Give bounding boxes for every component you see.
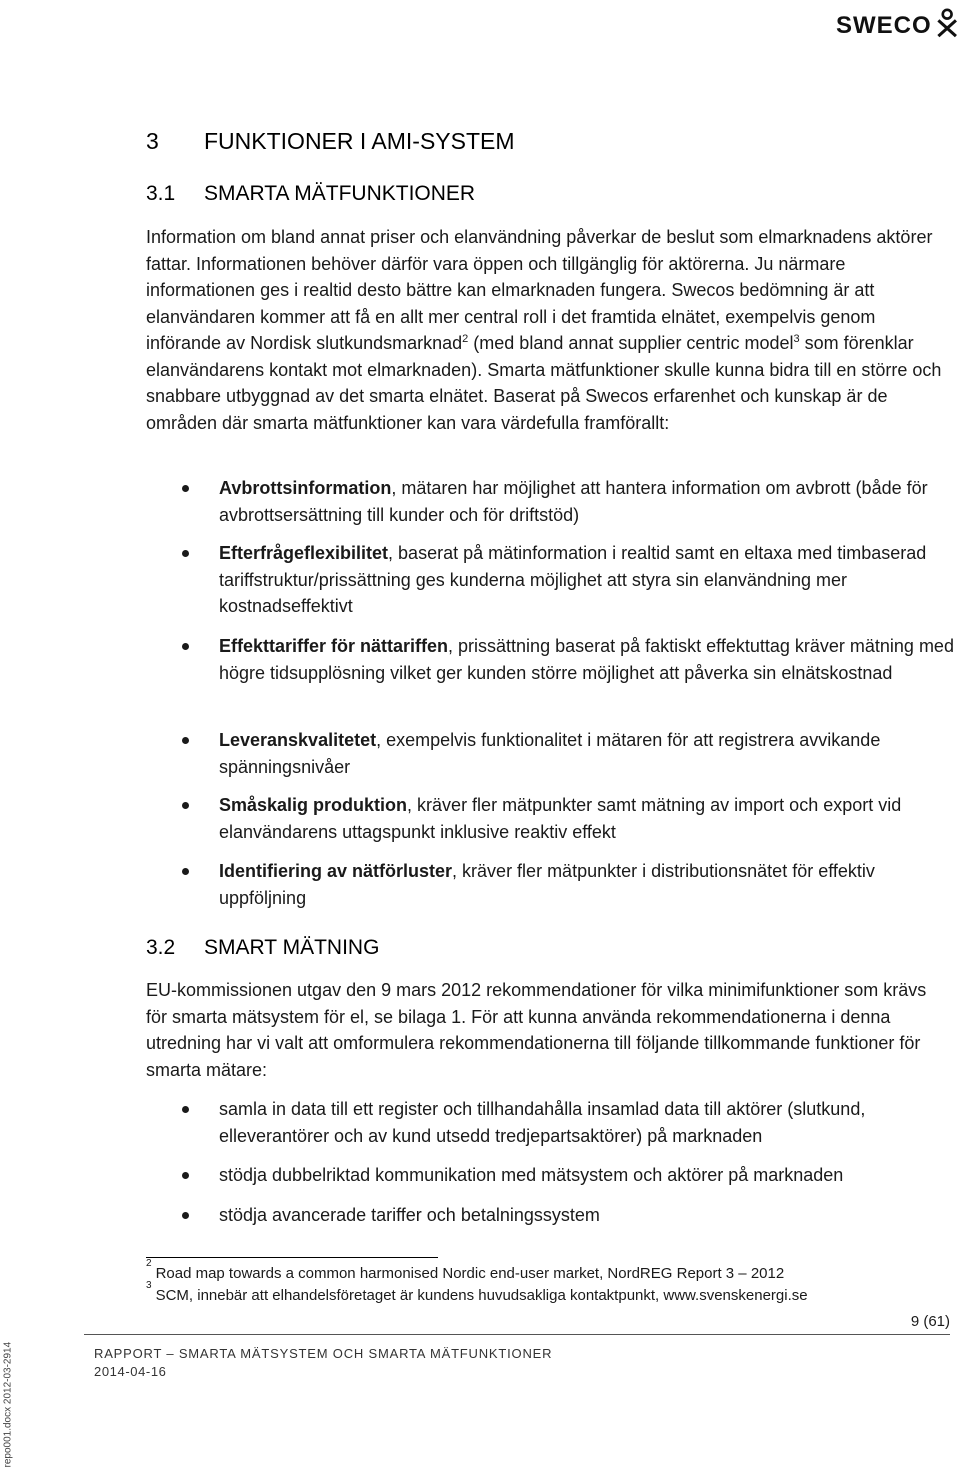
item-text: stödja dubbelriktad kommunikation med mätsystem och aktörer på marknaden [219,1165,844,1185]
item-text: , kräver fler mätpunkter samt mätning av import och export vid elanvändarens uttagspunkt inklusive reaktiv effekt [219,795,902,842]
item-term: Efterfrågeflexibilitet [219,543,389,563]
footnote-ref-3: 3 [793,333,800,345]
section-heading [146,128,515,155]
item-term: Småskalig produktion [219,795,408,815]
logo-text: SWECO [836,12,932,39]
footnote-text: Road map towards a common harmonised Nordic end-user market, NordREG Report 3 – 2012 [155,1265,785,1282]
list-item [146,540,956,620]
bullet-icon [182,1172,189,1179]
list-item [146,633,956,686]
bullet-icon [182,485,189,492]
item-text: , exempelvis funktionalitet i mätaren för att registrera avvikande spänningsnivåer [219,730,881,777]
item-text: stödja avancerade tariffer och betalningssystem [219,1205,600,1225]
item-term: Identifiering av nätförluster [219,861,453,881]
item-text: , baserat på mätinformation i realtid samt en eltaxa med timbaserad tariffstruktur/prissättning ges kunderna möjlighet att styra sin elanvändning mer kostnadseffektivt [219,543,927,616]
footnote-separator [146,1257,438,1258]
subsection-heading-3-1 [146,182,475,206]
bullet-icon [182,1106,189,1113]
item-text: samla in data till ett register och tillhandahålla insamlad data till aktörer (slutkund, elleverantörer och av kund utsedd tredjepartsaktörer) på marknaden [219,1099,866,1146]
paragraph-text-2: (med bland annat supplier centric model [468,333,794,353]
footnote-number: 2 [146,1258,152,1269]
footnote-number: 3 [146,1280,152,1291]
list-item [146,792,956,845]
list-item [146,1162,843,1189]
item-term: Leveranskvalitetet [219,730,377,750]
list-item [146,727,956,780]
paragraph-text-1: Information om bland annat priser och elanvändning påverkar de beslut som elmarknadens aktörer fattar. Informationen behöver därför vara öppen och tillgänglig för aktörerna. Ju närmare informationen ges i realtid desto bättre kan elmarknaden fungera. Swecos bedömning är att elanvändaren kommer att få en allt mer central roll i det framtida elnätet, exempelvis genom införande av Nordisk slutkundsmarknad [146,227,933,353]
sweco-logo [836,6,960,46]
subsection-title: SMARTA MÄTFUNKTIONER [204,182,476,205]
subsection-title: SMART MÄTNING [204,936,380,959]
footnote-ref-2: 2 [462,333,469,345]
list-item [146,475,956,528]
sweco-mark-icon [934,6,960,40]
bullet-icon [182,802,189,809]
list-item [146,1096,956,1149]
page-number: 9 (61) [910,1313,950,1330]
bullet-icon [182,643,189,650]
paragraph-text-3: som förenklar elanvändarens kontakt mot elmarknaden). Smarta mätfunktioner skulle kunna bidra till en större och snabbare utbyggnad av det smarta elnätet. Baserat på Swecos erfarenhet och kunskap är de områden där smarta mätfunktioner kan vara värdefulla framförallt: [146,333,942,433]
section-title: FUNKTIONER I AMI-SYSTEM [204,128,515,154]
footnote-2 [146,1258,785,1282]
footer-rule [84,1334,950,1335]
section-number: 3 [146,128,159,154]
item-term: Avbrottsinformation [219,478,392,498]
footnote-text: SCM, innebär att elhandelsföretaget är kundens huvudsakliga kontaktpunkt, www.svenskenergi.se [155,1287,808,1304]
subsection-heading-3-2 [146,936,379,960]
item-term: Effekttariffer för nättariffen [219,636,449,656]
footer-title: RAPPORT – SMARTA MÄTSYSTEM OCH SMARTA MÄTFUNKTIONER [94,1346,553,1361]
list-item [146,1202,600,1229]
list-item [146,858,956,911]
bullet-icon [182,1212,189,1219]
side-template-note: repo001.docx 2012-03-2914 [2,1341,14,1468]
item-text: , kräver fler mätpunkter i distributionsnätet för effektiv uppföljning [219,861,875,908]
subsection-number: 3.2 [146,936,176,959]
bullet-icon [182,550,189,557]
item-text: , prissättning baserat på faktiskt effektuttag kräver mätning med högre tidsupplösning vilket ger kunden större möjlighet att påverka sin elnätskostnad [219,636,954,683]
paragraph-smart-matning: EU-kommissionen utgav den 9 mars 2012 rekommendationer för vilka minimifunktioner som krävs för smarta mätsystem för el, se bilaga 1. För att kunna använda rekommendationerna i denna utredning har vi valt att omformulera rekommendationerna till följande tillkommande funktioner för smarta mätare: [146,980,927,1080]
paragraph-smarta-matfunktioner [146,224,946,436]
bullet-icon [182,868,189,875]
bullet-icon [182,737,189,744]
footer-date: 2014-04-16 [94,1364,167,1379]
item-text: , mätaren har möjlighet att hantera information om avbrott (både för avbrottsersättning till kunder och för driftstöd) [219,478,928,525]
footnote-3 [146,1280,808,1304]
subsection-number: 3.1 [146,182,176,205]
